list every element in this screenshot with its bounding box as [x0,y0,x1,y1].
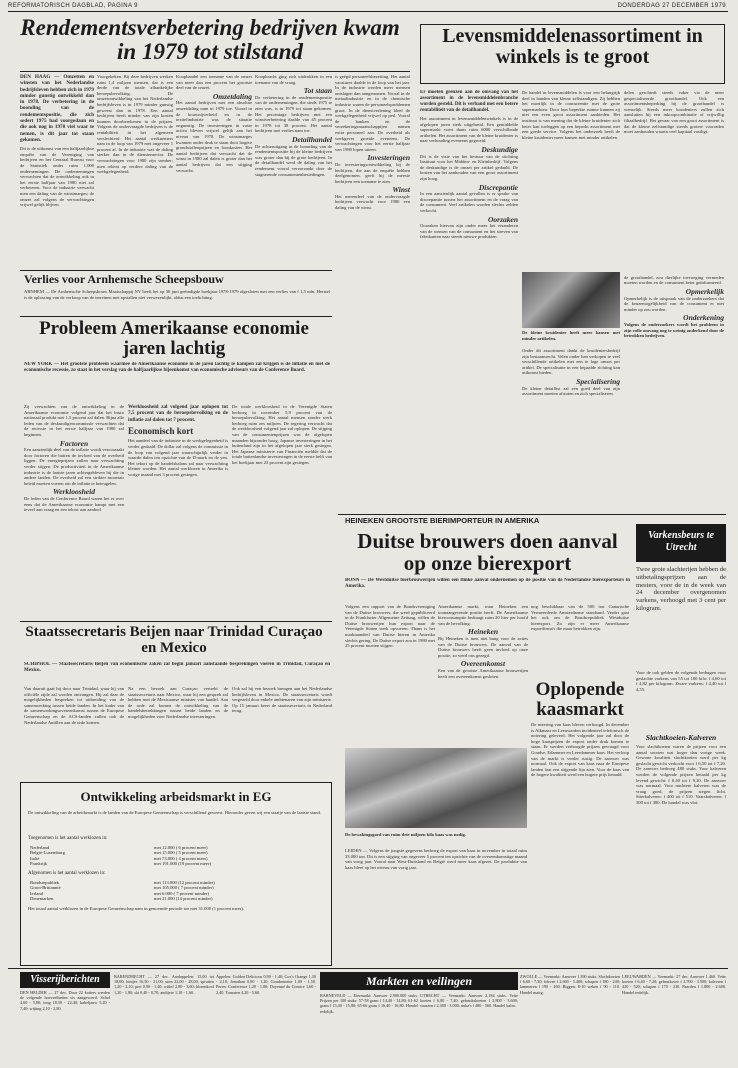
headline-heineken: Duitse brouwers doen aanval op onze bierexport [357,529,618,576]
land-cell: Ierland [30,890,44,896]
waarde-cell: met 6.000 ( 7 procent minder) [154,890,210,896]
subhead-slachtkoeien: Slachtkoeien-Kalveren [645,733,717,742]
lead-amerikaanse: NEW YORK — Het grootste probleem waarmee de Amerikaanse economie in de jaren tachtig te kampen zal krijgen is de inflatie en niet de economische recessie, zo staat in het verslag van de halfjaarlijkse bijeenkomst van economische adviseurs van de Conference Board. [24,362,330,373]
kruidenier-photo [522,272,620,328]
table-title-up: Toegenomen is het aantal werklozen in: [28,836,108,841]
kaas-photo [345,748,527,828]
headline-arnhemsche: Verlies voor Arnhemsche Scheepsbouw [24,272,224,286]
intro-arbeidsmarkt: De ontwikkeling van de arbeidsmarkt is de landen van de Europese Gemeenschap is verschillend geweest. Hieronder geven wij een staatje van de laatste stand. [28,810,322,815]
subhead-werkloosheid: Werkloosheid [53,487,95,497]
markten-title: Markten en veilingen [320,972,518,990]
headline-amerikaanse: Probleem Amerikaanse economie jaren lachtig [39,318,309,359]
visserijberichten-title: Visserijberichten [20,972,110,988]
subhead-investeringen: Investeringen [367,153,410,163]
land-cell: Bondsrepubliek [30,880,60,885]
land-cell: België-Luxemburg [30,850,65,856]
land-cell: Groot-Brittannië [30,885,61,891]
photo-caption-kruidenier: De kleine kruidenier heeft meer kansen met minder artikelen. [522,330,620,341]
headline-levensmiddelen: Levensmiddelenassortiment in winkels is te groot [442,25,703,68]
lead-trinidad: SCHIPHOL — Staatssecretaris Beijen van economische zaken zal begin januari aanstaande besprekingen voeren in Trinidad, Curaçao en Mexico. [24,662,330,673]
subhead-economisch-kort: Economisch kort [128,425,194,436]
table-row [28,896,217,901]
outro-arbeidsmarkt: Het totaal aantal werklozen in de Europese Gemeenschap nam in genoemde periode toe met 31.000 (1 procent meer). [28,906,244,911]
body-arnhemsche: ARNHEM — De Arnhemsche Scheepsbouw Maatschappij NV heeft het op 30 juni geëindigde boekjaar 1978-1979 afgesloten met een verlies van f 1,5 mln. Herstel is de oplossing van de verkoop van de terreinen met opstallen niet verwezenlijkt, aldus een toelichting. [24,289,330,300]
land-cell: Italië [30,855,40,861]
subhead-winst: Winst [392,185,410,195]
subhead-opmerkelijk: Opmerkelijk [685,286,724,296]
subhead-specialisering: Specialisering [576,376,620,386]
land-cell: Nederland [30,845,50,850]
table-title-down: Afgenomen is het aantal werklozen in: [28,871,106,876]
headline-kaasmarkt: Oplopende kaasmarkt [535,679,625,720]
waarde-cell: met 105.000 ( 7 procent minder) [154,885,214,891]
subhead-onderkening: Onderkening [683,313,724,323]
lead-levensmiddelen: Er moeten grenzen aan de omvang van het assortiment in de levensmiddelenbranche worden gesteld. Dit is verband met een betere rentabiliteit van de detailhandel. [420,90,518,113]
table-werklozen-up [28,845,213,867]
land-cell: Denemarken [30,896,54,902]
lead-rendement: DEN HAAG — Omzetten en winsten van het Nederlandse bedrijfsleven hebben zich in 1979 minder gunstig ontwikkeld dan in 1978. De verbetering in de boonding van de rendementspositie, die zich sedert 1975 had voorgedaan en die ook nog in 1978 viel waar te nemen, is dit jaar tot staan gekomen. [20,74,94,143]
headline-trinidad: Staatssecretaris Beijen naar Trinidad Curaçao en Mexico [25,624,323,656]
waarde-cell: met 21.000 (14 procent minder) [154,896,213,902]
side-bold-amerikaanse: Werkloosheid zal volgend jaar oplopen tot 7,5 procent van de beroepsbevolking en de inflatie zal dalen tot 7 procent. [128,404,228,423]
page-header-right: DONDERDAG 27 DECEMBER 1979 [617,3,726,9]
headline-varkensbeurs: Varkensbeurs te Utrecht [636,524,726,562]
waarde-cell: met 191.000 (19 procent meer) [154,861,212,867]
subhead-deskundige: Deskundige [481,144,518,154]
waarde-cell: met 12.000 ( 6 procent meer) [154,845,208,850]
headline-arbeidsmarkt: Ontwikkeling arbeidsmarkt in EG [80,789,272,804]
waarde-cell: met 73.000 ( 4 procent meer) [154,855,208,861]
lead-heineken: BONN — De Westduitse bierbrouwerijen willen een flinke aanval ondernemen op de positie van de Nederlandse bierexporteurs in Amerika. [345,578,630,589]
subhead-detailhandel: Detailhandel [291,134,332,144]
subhead-tot-staan: Tot staan [303,86,332,96]
land-cell: Frankrijk [30,861,48,867]
page-header-left: REFORMATORISCH DAGBLAD, PAGINA 9 [8,3,138,9]
table-werklozen-down [28,880,217,902]
subhead-discrepantie: Discrepantie [478,182,518,192]
subhead-heineken: Heineken [468,627,498,637]
waarde-cell: met 15.000 ( 5 procent meer) [154,850,208,856]
kicker-heineken: HEINEKEN GROOTSTE BIERIMPORTEUR IN AMERIKA [345,516,540,525]
table-row [28,861,213,866]
headline-rendement: Rendementsverbetering bedrijven kwam in 1979 tot stilstand [20,15,400,65]
lead-varkensbeurs: Twee grote slachterijen hebben de uitbetalingsprijzen aan de mesters, voor de in de week van 24 december overgenomen varkens, verhoogd met 3 cent per kilogram. [636,566,726,612]
subhead-overeenkomst: Overeenkomst [460,659,506,669]
subhead-oorzaken: Oorzaken [487,214,518,224]
waarde-cell: met 113.000 (12 procent minder) [154,880,215,885]
photo-caption-kaas: De bewakingsgoed van ruim drie miljoen kilo kaas was nodig. [345,832,466,837]
subhead-omzetdaling: Omzetdaling [212,91,252,101]
subhead-factoren: Factoren [59,438,89,448]
